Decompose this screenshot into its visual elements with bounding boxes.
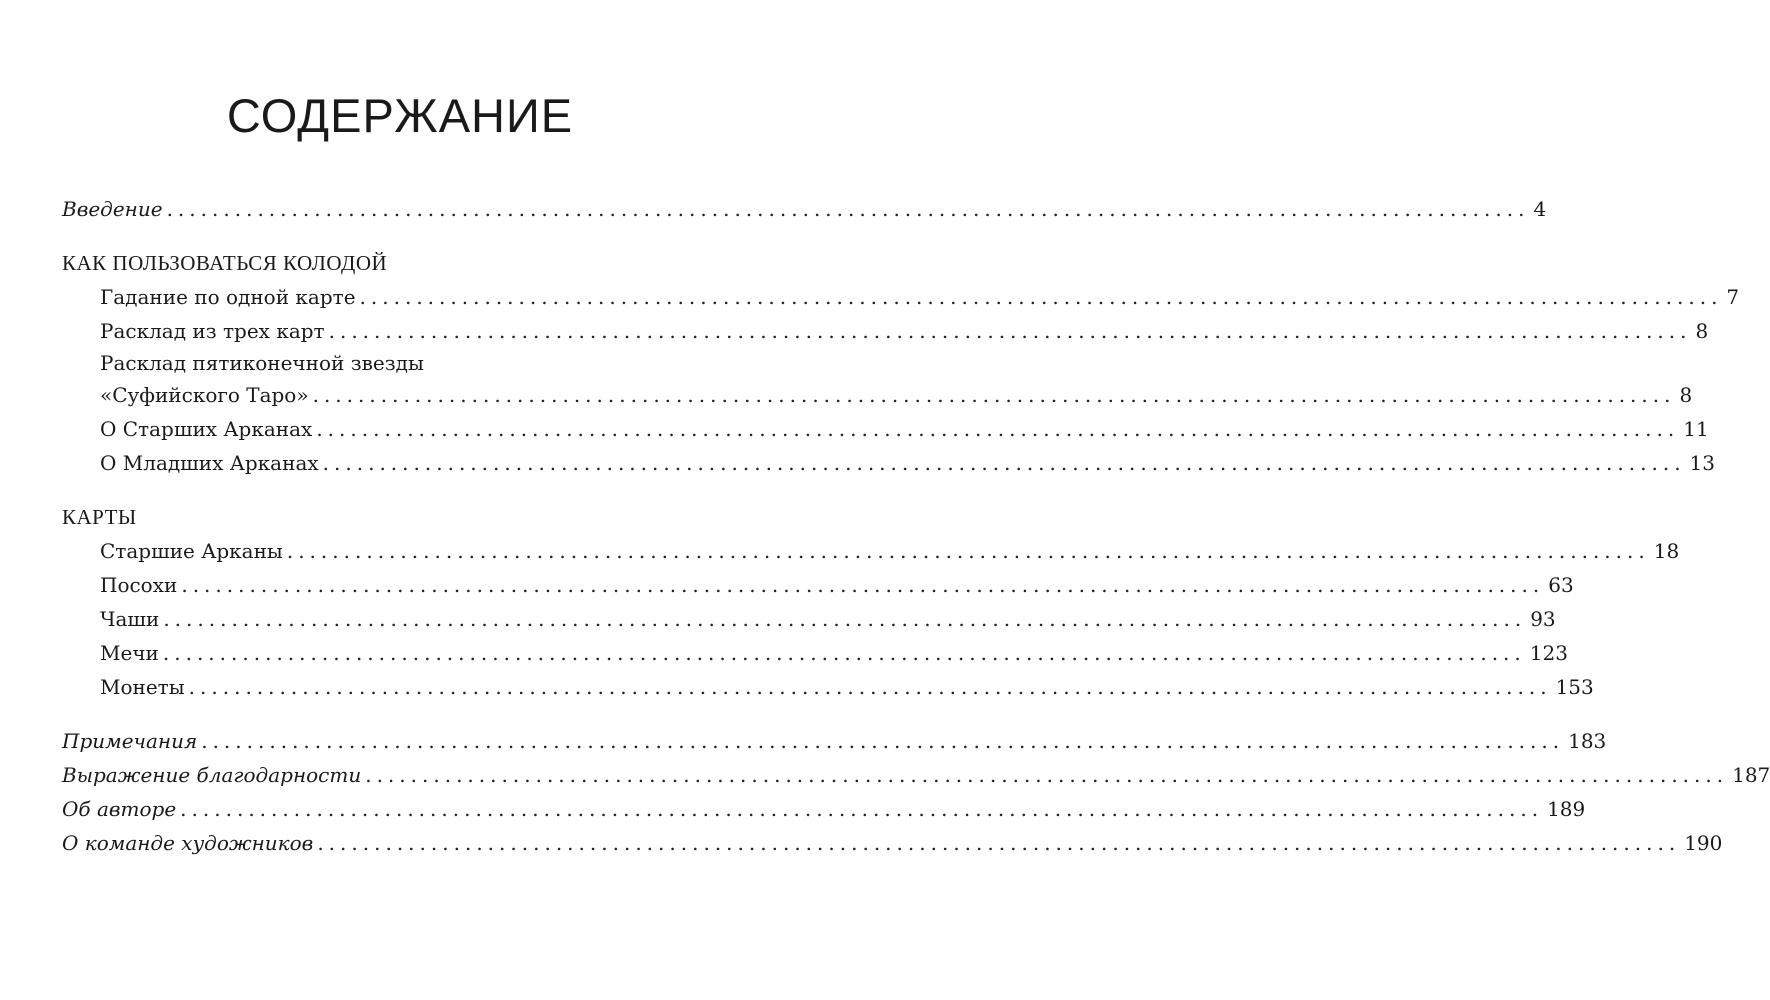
toc-entry[interactable] (62, 670, 1594, 704)
toc-entry-back-matter[interactable] (62, 792, 1586, 826)
dot-leader: ........................................................................................................................ (317, 831, 1681, 855)
dot-leader: ........................................................................................................................ (180, 797, 1544, 821)
toc-entry-label: О Младших Арканах (100, 451, 319, 475)
toc-page-number: 18 (1653, 539, 1680, 563)
toc-entry[interactable] (62, 568, 1574, 602)
toc-page-number: 63 (1548, 573, 1574, 597)
toc-page-number: 4 (1533, 197, 1547, 221)
toc-entry-label: Об авторе (62, 797, 177, 821)
toc-entry-back-matter[interactable] (62, 826, 1723, 860)
toc-page-number: 187 (1732, 763, 1770, 787)
toc-page-number: 13 (1689, 451, 1715, 475)
toc-entry-multiline[interactable] (62, 348, 1693, 412)
toc-entry-label: О Старших Арканах (100, 417, 313, 441)
dot-leader: ........................................................................................................................ (359, 285, 1723, 309)
toc-entry[interactable] (62, 602, 1556, 636)
toc-page-number: 183 (1568, 729, 1607, 753)
toc-entry-label: Расклад из трех карт (100, 319, 325, 343)
toc-entry-back-matter[interactable] (62, 724, 1607, 758)
toc-entry[interactable] (62, 636, 1568, 670)
toc-entry-intro[interactable] (62, 192, 1547, 226)
toc-entry-label: Старшие Арканы (100, 539, 283, 563)
dot-leader: ........................................................................................................................ (322, 451, 1686, 475)
dot-leader: ........................................................................................................................ (286, 539, 1650, 563)
table-of-contents (62, 192, 1770, 860)
dot-leader: ........................................................................................................................ (328, 319, 1692, 343)
toc-entry-label: Гадание по одной карте (100, 285, 356, 309)
toc-entry-label: Примечания (62, 729, 198, 753)
dot-leader: ........................................................................................................................ (312, 383, 1676, 407)
section-heading-how-to-use: КАК ПОЛЬЗОВАТЬСЯ КОЛОДОЙ (62, 251, 388, 275)
toc-entry-label: Мечи (100, 641, 159, 665)
toc-page-number: 93 (1530, 607, 1556, 631)
toc-entry-label-line1: Расклад пятиконечной звезды (100, 351, 424, 375)
dot-leader: ........................................................................................................................ (365, 763, 1729, 787)
toc-entry[interactable] (62, 280, 1740, 314)
toc-entry-back-matter[interactable] (62, 758, 1770, 792)
toc-page-number: 189 (1547, 797, 1586, 821)
toc-page-number: 7 (1726, 285, 1740, 309)
toc-entry-label: Монеты (100, 675, 185, 699)
toc-entry-label: Чаши (100, 607, 160, 631)
toc-entry-label: Выражение благодарности (62, 763, 362, 787)
page-title: СОДЕРЖАНИЕ (226, 89, 574, 142)
dot-leader: ........................................................................................................................ (181, 573, 1545, 597)
dot-leader: ........................................................................................................................ (163, 607, 1527, 631)
dot-leader: ........................................................................................................................ (162, 641, 1526, 665)
toc-entry[interactable] (62, 412, 1709, 446)
section-heading-cards: КАРТЫ (62, 505, 137, 529)
toc-entry-label: О команде художников (62, 831, 314, 855)
toc-page-number: 123 (1529, 641, 1568, 665)
toc-entry-label: Посохи (100, 573, 178, 597)
toc-entry-label: Введение (62, 197, 163, 221)
dot-leader: ........................................................................................................................ (188, 675, 1552, 699)
toc-page-number: 190 (1684, 831, 1723, 855)
toc-page-number: 11 (1683, 417, 1709, 441)
toc-page-number: 8 (1695, 319, 1709, 343)
toc-entry-line2 (62, 378, 1693, 412)
toc-entry-label: «Суфийского Таро» (100, 383, 309, 407)
toc-entry[interactable] (62, 314, 1709, 348)
dot-leader: ........................................................................................................................ (166, 197, 1530, 221)
dot-leader: ........................................................................................................................ (316, 417, 1680, 441)
toc-entry[interactable] (62, 534, 1680, 568)
toc-page-number: 8 (1679, 383, 1693, 407)
toc-entry[interactable] (62, 446, 1715, 480)
dot-leader: ........................................................................................................................ (201, 729, 1565, 753)
toc-page-number: 153 (1555, 675, 1594, 699)
